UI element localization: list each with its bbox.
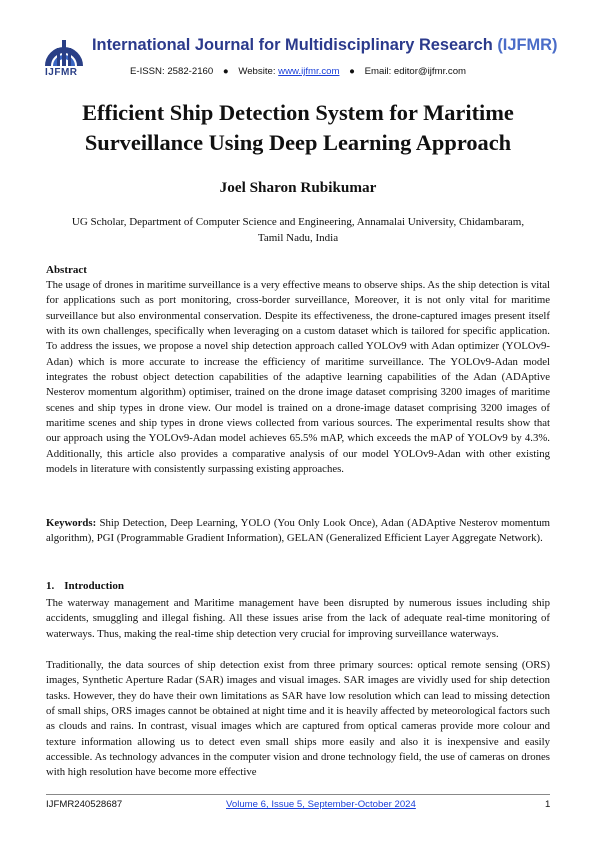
footer-divider xyxy=(46,794,550,795)
paper-title xyxy=(48,98,548,158)
affiliation-line-2: Tamil Nadu, India xyxy=(257,232,339,245)
abstract-text: The usage of drones in maritime surveillance is a very effective means to observe ships. As the ship detection is vital for applications such as port monitoring, cross-border surveillance, Moreover, it is not only vital for maritime surveillance but also environmental conservation. Despite its effectiveness, the drone-captured images present itself with its own challenges, specifically when leveraging on a custom dataset which is tailored for specific application. To address the issues, we propose a novel ship detection approach called YOLOv9 with Adan optimizer (YOLOv9-Adan) which is more accurate to increase the efficiency of maritime surveillance. The YOLOv9-Adan model integrates the robust object detection capabilities of the adaptive learning capabilities of the Adan (ADAptive Nesterov momentum algorithm) optimiser, trained on the drone image dataset comprising 3200 images of maritime scenes and ship types in drone view. Our model is trained on a drone-image dataset comprising 3200 images of maritime scenes and ship types in drone views collected from various sources. The experimental results show that our approach using the YOLOv9-Adan model achieves 65.5% mAP, which exceeds the mAP of YOLOv9 by 4.3%. Additionally, this article also provides a comparative analysis of our model YOLOv9-Adan with other existing models in literature with consistently surpassing existing approaches. xyxy=(46,279,550,476)
author-affiliation xyxy=(48,214,548,247)
keywords-text: Ship Detection, Deep Learning, YOLO (You Only Look Once), Adan (ADAptive Nesterov momentum algorithm), PGI (Programmable Gradient Information), GELAN (Generalized Efficient Layer Aggregate Network). xyxy=(46,517,550,545)
title-line-1: Efficient Ship Detection System for Maritime xyxy=(82,100,514,125)
abstract-heading: Abstract xyxy=(46,264,87,276)
website-link[interactable]: www.ijfmr.com xyxy=(278,66,340,77)
intro-paragraph-2: Traditionally, the data sources of ship detection exist from three primary sources: optical remote sensing (ORS) images, Synthetic Aperture Radar (SAR) images and visual images. SAR images are vividly used for ship detection tasks. However, they do have their own limitations as SAR have low resolution which can lead to missing detection of small ships, ORS images cannot be obtained at night time and it is heavily affected by meteorological factors such as clouds and rains. In contrast, visual images which are captured from optical cameras provide more colour and texture information allowing us to detect even small ships more easily and also it is inexpensive and easily accessible. As technology advances in the computer vision and drone technology field, the use of cameras on drones with high resolution have become more effective xyxy=(46,659,550,779)
title-line-2: Surveillance Using Deep Learning Approach xyxy=(84,130,512,155)
section-number: 1. xyxy=(46,580,55,592)
bullet-2: ● xyxy=(349,66,355,77)
footer-page-number: 1 xyxy=(545,799,551,810)
journal-name-text: International Journal for Multidisciplinary Research xyxy=(92,36,493,54)
bullet-1: ● xyxy=(222,66,229,77)
website-label: Website: xyxy=(238,66,276,77)
eissn: E-ISSN: 2582-2160 xyxy=(130,66,214,77)
contact-line xyxy=(130,66,466,77)
journal-logo xyxy=(44,32,84,82)
logo-text: IJFMR xyxy=(45,67,78,78)
author-name: Joel Sharon Rubikumar xyxy=(219,179,377,196)
footer-paper-id: IJFMR240528687 xyxy=(46,799,123,810)
email: Email: editor@ijfmr.com xyxy=(364,66,467,77)
intro-paragraph-1: The waterway management and Maritime management have been disrupted by numerous issues including ship accidents, smuggling and illegal fishing. All these issues arise from the lack of adequate real-time monitoring of waterways. Thus, making the real-time ship detection very crucial for improving surveillance waterways. xyxy=(46,597,550,640)
journal-name xyxy=(92,36,557,55)
section-heading-introduction xyxy=(46,580,124,592)
affiliation-line-1: UG Scholar, Department of Computer Science and Engineering, Annamalai University, Chidambaram, xyxy=(71,216,525,228)
footer-volume-link[interactable]: Volume 6, Issue 5, September-October 2024 xyxy=(226,799,416,810)
journal-abbr: (IJFMR) xyxy=(497,36,558,54)
journal-header xyxy=(0,0,595,90)
logo-icon xyxy=(44,32,84,68)
section-title: Introduction xyxy=(64,580,124,592)
keywords xyxy=(46,516,550,547)
keywords-label: Keywords: xyxy=(46,517,97,529)
